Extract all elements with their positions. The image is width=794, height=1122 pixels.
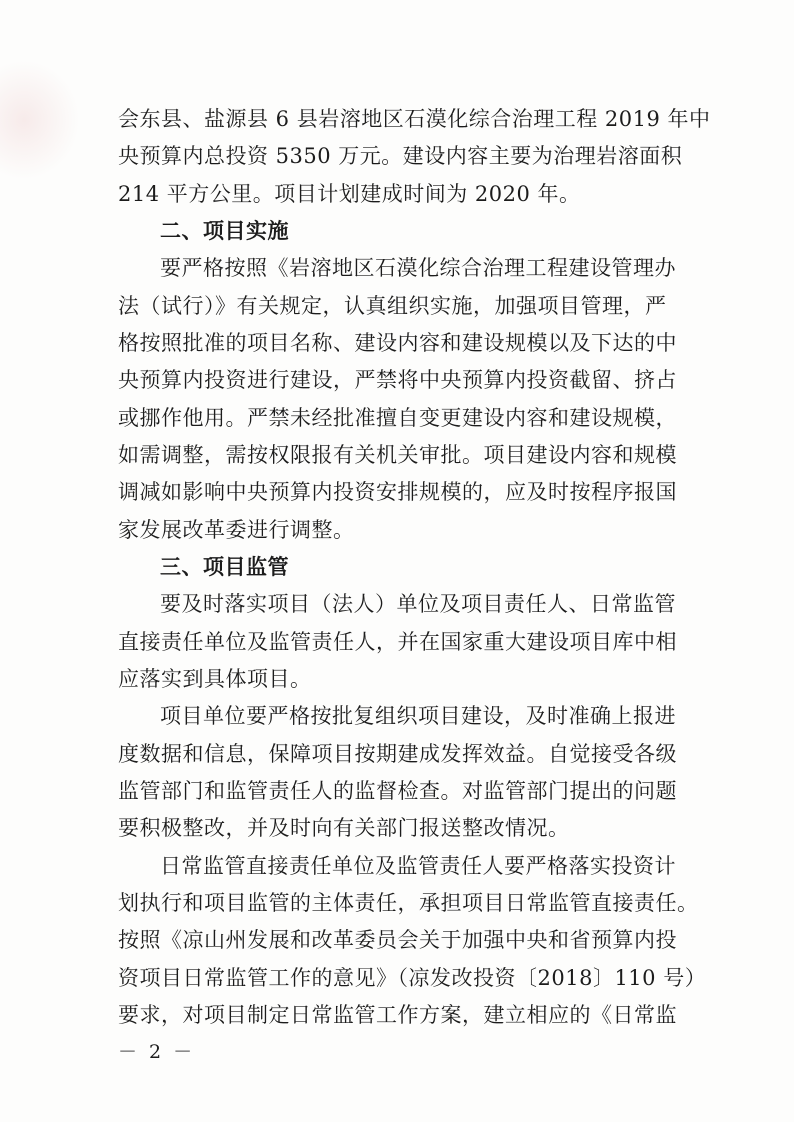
text-line: 214 平方公里。项目计划建成时间为 2020 年。 bbox=[118, 182, 581, 206]
text-line: 会东县、盐源县 6 县岩溶地区石漠化综合治理工程 2019 年中 bbox=[118, 107, 711, 131]
text-line: 资项目日常监管工作的意见》（凉发改投资〔2018〕110 号） bbox=[118, 966, 707, 990]
text-line: 要严格按照《岩溶地区石漠化综合治理工程建设管理办 bbox=[160, 256, 676, 280]
text-line: 划执行和项目监管的主体责任，承担项目日常监管直接责任。 bbox=[118, 891, 699, 915]
page-number: － 2 － bbox=[118, 1041, 196, 1063]
text-line: 家发展改革委进行调整。 bbox=[118, 518, 355, 542]
text-line: 或挪作他用。严禁未经批准擅自变更建设内容和建设规模， bbox=[118, 406, 677, 430]
text-line: 央预算内总投资 5350 万元。建设内容主要为治理岩溶面积 bbox=[118, 144, 683, 168]
text-line: 央预算内投资进行建设，严禁将中央预算内投资截留、挤占 bbox=[118, 368, 677, 392]
text-line: 项目单位要严格按批复组织项目建设，及时准确上报进 bbox=[160, 704, 676, 728]
text-line: 度数据和信息，保障项目按期建成发挥效益。自觉接受各级 bbox=[118, 742, 677, 766]
text-line: 要积极整改，并及时向有关部门报送整改情况。 bbox=[118, 816, 570, 840]
text-line: 按照《凉山州发展和改革委员会关于加强中央和省预算内投 bbox=[118, 928, 677, 952]
section-heading-supervision: 三、项目监管 bbox=[160, 555, 289, 579]
text-line: 要及时落实项目（法人）单位及项目责任人、日常监管 bbox=[160, 592, 676, 616]
text-line: 监管部门和监管责任人的监督检查。对监管部门提出的问题 bbox=[118, 779, 677, 803]
text-line: 直接责任单位及监管责任人，并在国家重大建设项目库中相 bbox=[118, 630, 677, 654]
text-line: 要求，对项目制定日常监管工作方案，建立相应的《日常监 bbox=[118, 1003, 677, 1027]
text-line: 格按照批准的项目名称、建设内容和建设规模以及下达的中 bbox=[118, 331, 677, 355]
text-line: 如需调整，需按权限报有关机关审批。项目建设内容和规模 bbox=[118, 443, 677, 467]
text-line: 法（试行）》有关规定，认真组织实施，加强项目管理，严 bbox=[118, 294, 667, 318]
text-line: 应落实到具体项目。 bbox=[118, 667, 312, 691]
section-heading-implementation: 二、项目实施 bbox=[160, 219, 289, 243]
text-line: 日常监管直接责任单位及监管责任人要严格落实投资计 bbox=[160, 854, 676, 878]
text-line: 调减如影响中央预算内投资安排规模的，应及时按程序报国 bbox=[118, 480, 677, 504]
